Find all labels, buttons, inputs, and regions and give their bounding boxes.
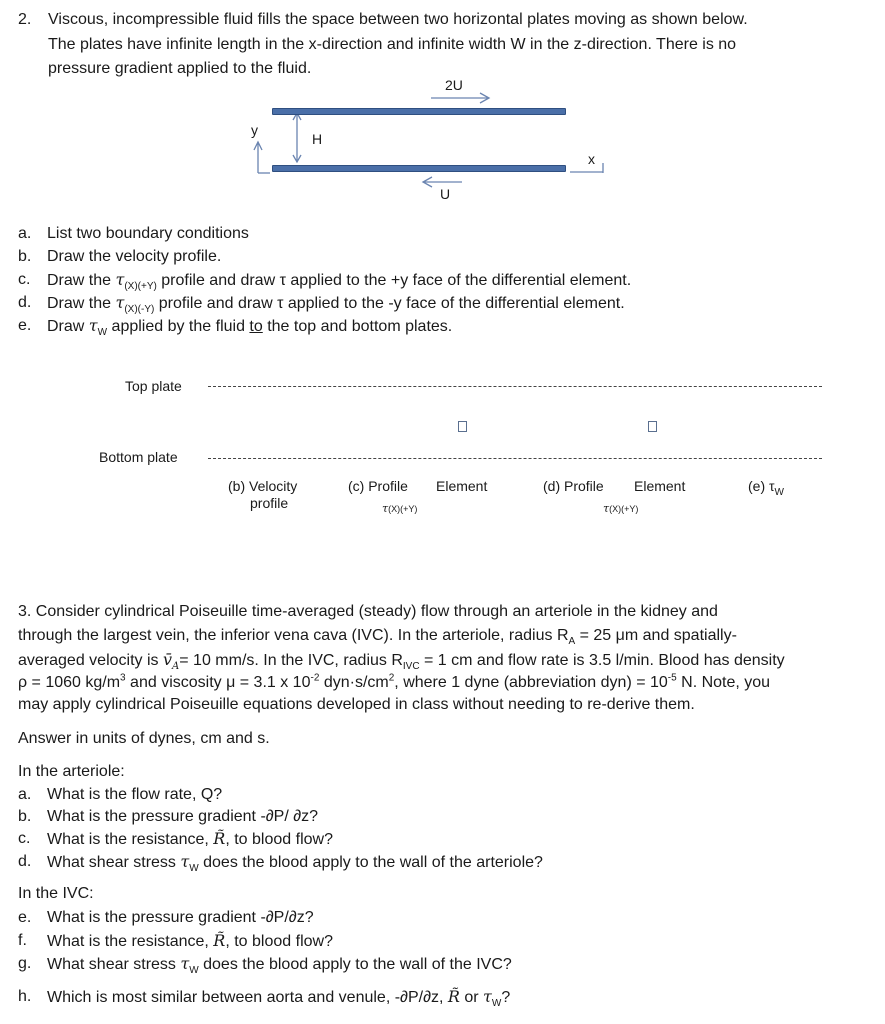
y-axis-label: y [251,122,258,138]
ivc-part-g-letter: g. [18,955,32,972]
problem-3-line-1: 3. Consider cylindrical Poiseuille time-averaged (steady) flow through an arteriole in the kidney and [18,603,718,620]
col-b-label-1: (b) Velocity [228,478,298,494]
col-d-label: (d) Profile [543,478,604,494]
final-part-h-text: Which is most similar between aorta and venule, -∂P/∂z, R̃ or $\tau_W$? [47,987,511,1010]
problem-2-intro-line-1: Viscous, incompressible fluid fills the space between two horizontal plates moving as shown below. [48,11,748,28]
part-d-text: Draw the $\tau_{(X)(-Y)}$ profile and draw τ applied to the -y face of the differential element. [47,293,625,316]
part-e-text: Draw $\tau_W$ applied by the fluid to the top and bottom plates. [47,316,453,339]
ivc-part-g-text: What shear stress $\tau_W$ does the blood apply to the wall of the IVC? [47,954,512,977]
part-d-letter: d. [18,294,32,311]
top-velocity-label: 2U [445,77,463,93]
part-a-text: List two boundary conditions [47,225,249,242]
arteriole-part-c-letter: c. [18,830,31,847]
ivc-header: In the IVC: [18,885,94,902]
col-c-tau-label: τ(X)(+Y) [382,502,418,515]
bottom-velocity-label: U [440,186,451,202]
problem-3-line-2: through the largest vein, the inferior vena cava (IVC). In the arteriole, radius $R_A = 25$ μm and spatially- [18,627,737,648]
arteriole-part-a-letter: a. [18,786,32,803]
col-d-tau-label: τ(X)(+Y) [603,502,639,515]
top-plate [272,108,566,115]
element-box-c [458,421,467,432]
problem-3-line-5: may apply cylindrical Poiseuille equations developed in class without needing to re-derive them. [18,696,695,713]
part-a-letter: a. [18,225,32,242]
part-b-letter: b. [18,248,32,265]
element-box-d [648,421,657,432]
col-c-label: (c) Profile [348,478,408,494]
problem-3-line-3: averaged velocity is $v̄_A= 10$ mm/s. In the IVC, radius $R_{IVC} = 1$ cm and flow rate is 3.5 l/min. Blood has density [18,650,785,673]
part-c-text: Draw the $\tau_{(X)(+Y)}$ profile and draw τ applied to the +y face of the differential element. [47,270,632,293]
arteriole-part-b-letter: b. [18,808,32,825]
ivc-part-e-letter: e. [18,909,32,926]
bottom-plate-dashed-line [208,458,822,459]
problem-2-number: 2. [18,11,32,28]
top-plate-dashed-line [208,386,822,387]
height-label: H [312,131,323,147]
arteriole-part-c-text: What is the resistance, R̃, to blood flow? [47,829,333,848]
ivc-part-f-text: What is the resistance, R̃, to blood flow? [47,931,333,950]
units-note: Answer in units of dynes, cm and s. [18,730,270,747]
col-c-element-label: Element [436,478,488,494]
bottom-plate-label: Bottom plate [99,449,178,465]
arteriole-part-d-letter: d. [18,853,32,870]
col-b-label-2: profile [250,495,289,511]
problem-3-line-4: ρ = 1060 $kg/m^3$ and viscosity μ = 3.1 x $10^{-2}$ $dyn\cdot s/cm^2$, where 1 dyne (abbreviation $dyn) = 10^{-5}$ N. Note, you [18,672,771,691]
problem-2-intro-line-3: pressure gradient applied to the fluid. [48,60,312,77]
ivc-part-f-letter: f. [18,932,27,949]
part-b-text: Draw the velocity profile. [47,248,222,265]
bottom-plate [272,165,566,172]
ivc-part-e-text: What is the pressure gradient -∂P/∂z? [47,909,314,926]
col-e-label: (e) $\tau_W$ [748,478,784,498]
top-plate-label: Top plate [125,378,182,394]
final-part-h-letter: h. [18,988,32,1005]
part-e-letter: e. [18,317,32,334]
arteriole-part-b-text: What is the pressure gradient -∂P/ ∂z? [47,808,319,825]
arteriole-header: In the arteriole: [18,763,125,780]
problem-2-intro-line-2: The plates have infinite length in the x-direction and infinite width W in the z-direction. There is no [48,36,737,53]
arteriole-part-a-text: What is the flow rate, Q? [47,786,223,803]
arteriole-part-d-text: What shear stress $\tau_W$ does the blood apply to the wall of the arteriole? [47,852,543,875]
part-c-letter: c. [18,271,31,288]
x-axis-label: x [588,151,595,167]
col-d-element-label: Element [634,478,686,494]
